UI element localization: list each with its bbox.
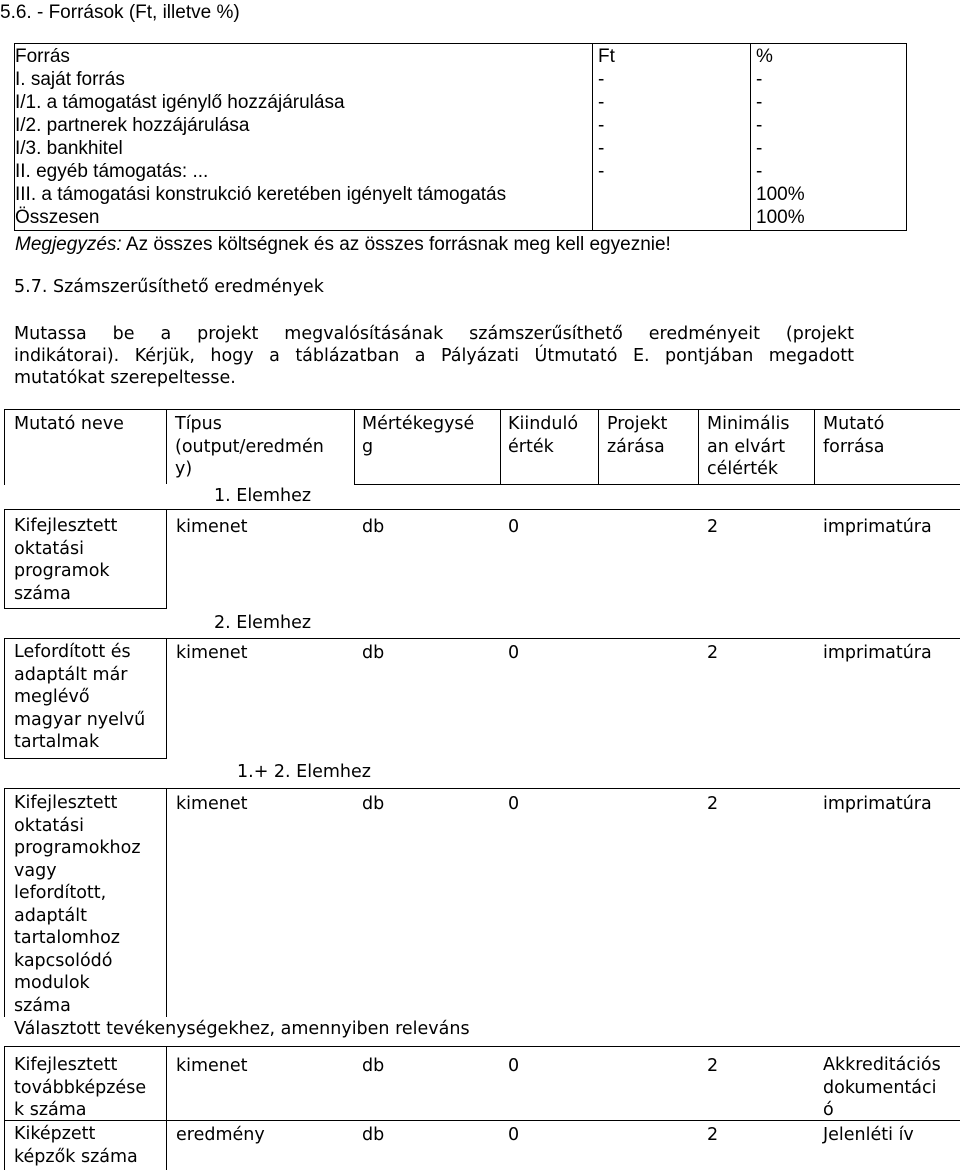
indicator-baseline: 0 (508, 517, 520, 537)
group-label: 1. Elemhez (214, 486, 312, 506)
note-label: Megjegyzés: (15, 234, 122, 255)
indicator-type: kimenet (176, 794, 248, 814)
header-baseline: Kiinduló érték (508, 414, 579, 457)
indicator-source: imprimatúra (823, 517, 932, 537)
selected-activities-label: Választott tevékenységekhez, amennyiben releváns (14, 1019, 470, 1039)
indicator-target: 2 (707, 794, 719, 814)
sources-header-percent: % (756, 46, 773, 67)
intro-line: Mutassa be a projekt megvalósításának számszerűsíthető eredményeit (projekt (14, 324, 854, 344)
section-heading-5-7: 5.7. Számszerűsíthető eredmények (14, 277, 324, 297)
header-source: Mutató forrása (823, 414, 885, 457)
indicator-baseline: 0 (508, 1125, 520, 1145)
intro-line: mutatókat szerepeltesse. (14, 368, 236, 388)
note-text: Az összes költségnek és az összes forrásnak meg kell egyeznie! (121, 234, 671, 255)
indicator-target: 2 (707, 517, 719, 537)
sources-header-source: Forrás (15, 46, 70, 67)
indicator-baseline: 0 (508, 643, 520, 663)
indicator-name: Lefordított és adaptált már meglévő magyar nyelvű tartalmak (14, 642, 146, 752)
indicator-unit: db (362, 1125, 385, 1145)
indicator-name: Kifejlesztett oktatási programok száma (14, 516, 118, 604)
indicator-baseline: 0 (508, 794, 520, 814)
indicator-type: kimenet (176, 643, 248, 663)
sources-header-ft: Ft (598, 46, 615, 67)
indicator-name: Kifejlesztett továbbképzése k száma (14, 1055, 147, 1120)
intro-paragraph (14, 323, 854, 389)
sources-note (15, 235, 671, 254)
indicator-unit: db (362, 643, 385, 663)
indicator-type: kimenet (176, 1056, 248, 1076)
indicator-source: imprimatúra (823, 794, 932, 814)
indicator-type: eredmény (176, 1125, 265, 1145)
indicator-unit: db (362, 517, 385, 537)
indicator-unit: db (362, 1056, 385, 1076)
intro-line: indikátorai). Kérjük, hogy a táblázatban a Pályázati Útmutató E. pontjában megadott (14, 346, 854, 366)
indicator-source: Akkreditációs dokumentáci ó (823, 1055, 941, 1120)
group-label: 2. Elemhez (214, 613, 312, 633)
section-heading-5-6: 5.6. - Források (Ft, illetve %) (0, 2, 240, 23)
indicator-source: Jelenléti ív (823, 1125, 914, 1145)
indicator-unit: db (362, 794, 385, 814)
group-label: 1.+ 2. Elemhez (237, 762, 371, 782)
indicator-source: imprimatúra (823, 643, 932, 663)
header-project-end: Projekt zárása (607, 414, 668, 457)
header-min-target: Minimális an elvárt célérték (707, 414, 790, 479)
header-type: Típus (output/eredmén y) (175, 414, 324, 479)
indicator-baseline: 0 (508, 1056, 520, 1076)
indicator-target: 2 (707, 1056, 719, 1076)
indicator-name: Kifejlesztett oktatási programokhoz vagy lefordított, adaptált tartalomhoz kapcsolódó modulok száma (14, 793, 141, 1016)
indicator-target: 2 (707, 643, 719, 663)
indicator-target: 2 (707, 1125, 719, 1145)
header-indicator-name: Mutató neve (14, 414, 124, 434)
indicator-name: Kiképzett képzők száma (14, 1124, 138, 1167)
indicator-type: kimenet (176, 517, 248, 537)
header-unit: Mértékegysé g (362, 414, 475, 457)
